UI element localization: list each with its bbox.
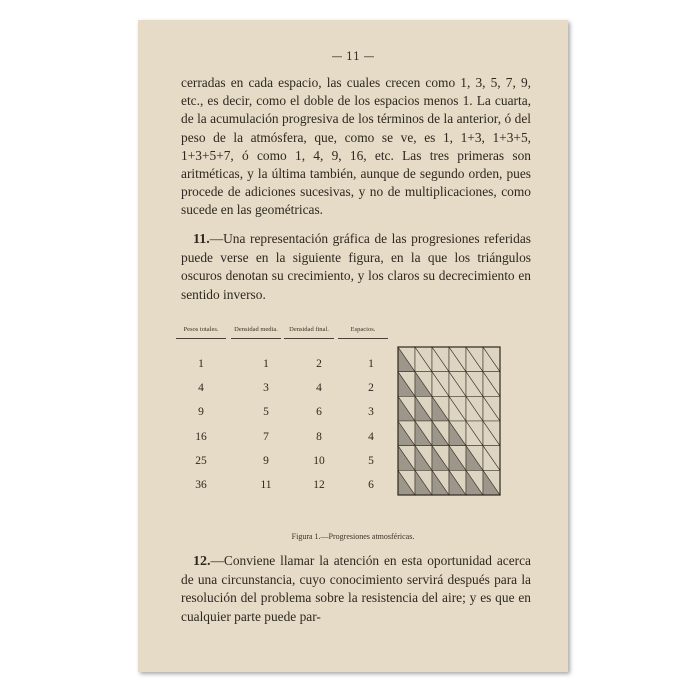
table-cell: 2: [368, 382, 374, 395]
table-cell: 2: [316, 358, 322, 370]
table-cell: 7: [263, 430, 269, 443]
page-number: — 11 —: [331, 50, 375, 63]
paragraph-continuation: cerradas en cada espacio, las cuales crecen como 1, 3, 5, 7, 9, etc., es decir, como el doble de los espacios menos 1. La cuarta, de la acumulación progresiva de los términos de la anterior, ó del peso de la atmósfera, que, como se ve, es 1, 1+3, 1+3+5, 1+3+5+7, ó como 1, 4, 9, 16, etc. Las tres primeras son aritméticas, y la última también, aunque de segundo orden, pues procede de adiciones sucesivas, y no de multiplicaciones, como sucede en las geométricas.: [181, 75, 531, 218]
table-cell: 25: [195, 454, 207, 467]
triangle-progression-figure: [396, 345, 502, 497]
table-cell: 4: [316, 382, 322, 395]
section-number-12: 12.: [193, 554, 211, 569]
header-pesos-totales: Pesos totales.: [176, 326, 226, 334]
table-cell: 16: [195, 430, 207, 443]
table-cell: 5: [263, 406, 269, 419]
table-cell: 4: [368, 430, 374, 443]
paragraph-12: [181, 552, 531, 626]
table-cell: 5: [368, 454, 374, 467]
table-cell: 3: [368, 406, 374, 419]
paragraph-11-text: —Una representación gráfica de las progresiones referidas puede verse en la siguiente figura, en la que los triángulos oscuros denotan su crecimiento, y los claros su decrecimiento en sentido inverso.: [181, 231, 531, 302]
paragraph-11: [181, 230, 531, 304]
table-cell: 1: [368, 358, 374, 370]
figure-caption: Figura 1.—Progresiones atmosféricas.: [291, 532, 415, 541]
book-page: [138, 20, 568, 672]
header-espacios: Espacios.: [338, 326, 388, 334]
header-densidad-final: Densidad final.: [284, 326, 334, 334]
table-cell: 1: [198, 358, 204, 370]
paragraph-12-text: —Conviene llamar la atención en esta oportunidad acerca de una circunstancia, cuyo conocimiento servirá después para la resolución del problema sobre la resistencia del aire; y es que en cualquier parte puede par-: [181, 553, 531, 624]
section-number-11: 11.: [193, 232, 210, 247]
table-cell: 11: [260, 479, 272, 491]
table-cell: 6: [316, 406, 322, 419]
table-cell: 6: [368, 479, 374, 491]
table-cell: 9: [263, 454, 269, 467]
table-cell: 1: [263, 358, 269, 370]
table-cell: 12: [313, 479, 325, 491]
table-cell: 10: [313, 454, 325, 467]
table-cell: 3: [263, 382, 269, 395]
table-cell: 8: [316, 430, 322, 443]
table-cell: 9: [198, 406, 204, 419]
table-cell: 4: [198, 382, 204, 395]
header-densidad-media: Densidad media.: [231, 326, 281, 334]
table-cell: 36: [195, 479, 207, 491]
